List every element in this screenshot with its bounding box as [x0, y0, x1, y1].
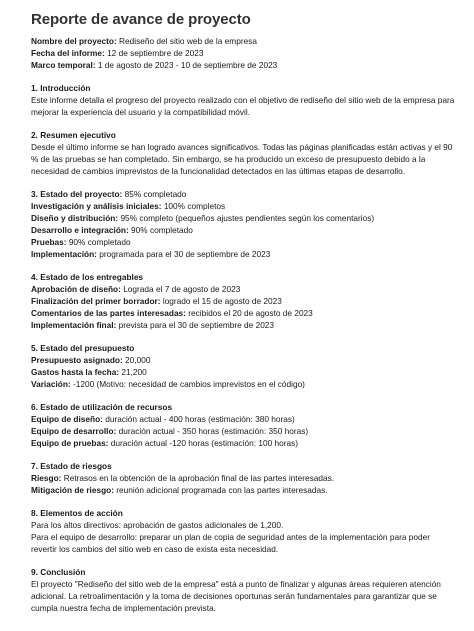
deliverable-item: Finalización del primer borrador: logrado el 15 de agosto de 2023 — [31, 296, 282, 306]
status-item: Pruebas: 90% completado — [31, 237, 131, 247]
time-frame-line: Marco temporal: 1 de agosto de 2023 - 10 de septiembre de 2023 — [31, 60, 278, 70]
section-paragraph: Este informe detalla el progreso del proyecto realizado con el objetivo de rediseño del sitio web de la empresa para mejorar la experiencia del usuario y la compatibilidad móvil. — [31, 95, 455, 117]
section-action-items — [31, 507, 456, 555]
section-paragraph: El proyecto "Rediseño del sitio web de la empresa" está a punto de finalizar y algunas áreas requieren atención adicional. La retroalimentación y la toma de decisiones oportunas serán fundamentales para garantizar que se cumpla nuestra fecha de implementación prevista. — [31, 579, 441, 613]
section-deliverables — [31, 271, 456, 331]
section-title: 4. Estado de los entregables — [31, 272, 144, 282]
section-risks — [31, 460, 456, 496]
report-header-block — [31, 35, 456, 71]
status-item: Investigación y análisis iniciales: 100% completos — [31, 201, 226, 211]
risk-item: Mitigación de riesgo: reunión adicional programada con las partes interesadas. — [31, 485, 328, 495]
report-title: Reporte de avance de proyecto — [31, 11, 251, 28]
section-executive-summary — [31, 129, 456, 177]
section-budget — [31, 342, 456, 390]
section-resources — [31, 401, 456, 449]
section-title: 7. Estado de riesgos — [31, 461, 112, 471]
section-title: 6. Estado de utilización de recursos — [31, 402, 173, 412]
status-item: Desarrollo e integración: 90% completado — [31, 225, 193, 235]
action-item: Para los altos directivos: aprobación de gastos adicionales de 1,200. — [31, 520, 284, 530]
report-date-line: Fecha del informe: 12 de septiembre de 2023 — [31, 48, 204, 58]
resource-item: Equipo de diseño: duración actual - 400 horas (estimación: 380 horas) — [31, 414, 295, 424]
section-conclusion — [31, 566, 456, 614]
deliverable-item: Aprobación de diseño: Lograda el 7 de agosto de 2023 — [31, 284, 241, 294]
budget-item: Gastos hasta la fecha: 21,200 — [31, 367, 147, 377]
status-item: Implementación: programada para el 30 de septiembre de 2023 — [31, 249, 271, 259]
section-title: 8. Elementos de acción — [31, 508, 123, 518]
section-title: 1. Introducción — [31, 83, 91, 93]
section-title: 3. Estado del proyecto: 85% completado — [31, 189, 187, 199]
status-item: Diseño y distribución: 95% completo (pequeños ajustes pendientes según los comentarios) — [31, 213, 375, 223]
deliverable-item: Comentarios de las partes interesadas: recibidos el 20 de agosto de 2023 — [31, 308, 313, 318]
section-title: 9. Conclusión — [31, 567, 86, 577]
project-name-line: Nombre del proyecto: Rediseño del sitio web de la empresa — [31, 36, 257, 46]
section-paragraph: Desde el último informe se han logrado avances significativos. Todas las páginas planificadas están activas y el 90 % de las pruebas se han completado. Sin embargo, se ha producido un exceso de presupuesto debido a la necesidad de cambios imprevistos de la funcionalidad detectados en las últimas etapas de desarrollo. — [31, 142, 453, 176]
deliverable-item: Implementación final: prevista para el 30 de septiembre de 2023 — [31, 320, 275, 330]
action-item: Para el equipo de desarrollo: preparar un plan de copia de seguridad antes de la implementación para poder revertir los cambios del sitio web en caso de exista esta necesidad. — [31, 532, 430, 554]
resource-item: Equipo de pruebas: duración actual -120 horas (estimación: 100 horas) — [31, 438, 299, 448]
budget-item: Presupuesto asignado: 20,000 — [31, 355, 151, 365]
section-title: 2. Resumen ejecutivo — [31, 130, 116, 140]
budget-item: Variación: -1200 (Motivo: necesidad de cambios imprevistos en el código) — [31, 379, 305, 389]
section-project-status — [31, 188, 456, 260]
risk-item: Riesgo: Retrasos en la obtención de la aprobación final de las partes interesadas. — [31, 473, 335, 483]
resource-item: Equipo de desarrollo: duración actual - 350 horas (estimación: 350 horas) — [31, 426, 309, 436]
section-introduction — [31, 82, 456, 118]
section-title: 5. Estado del presupuesto — [31, 343, 135, 353]
